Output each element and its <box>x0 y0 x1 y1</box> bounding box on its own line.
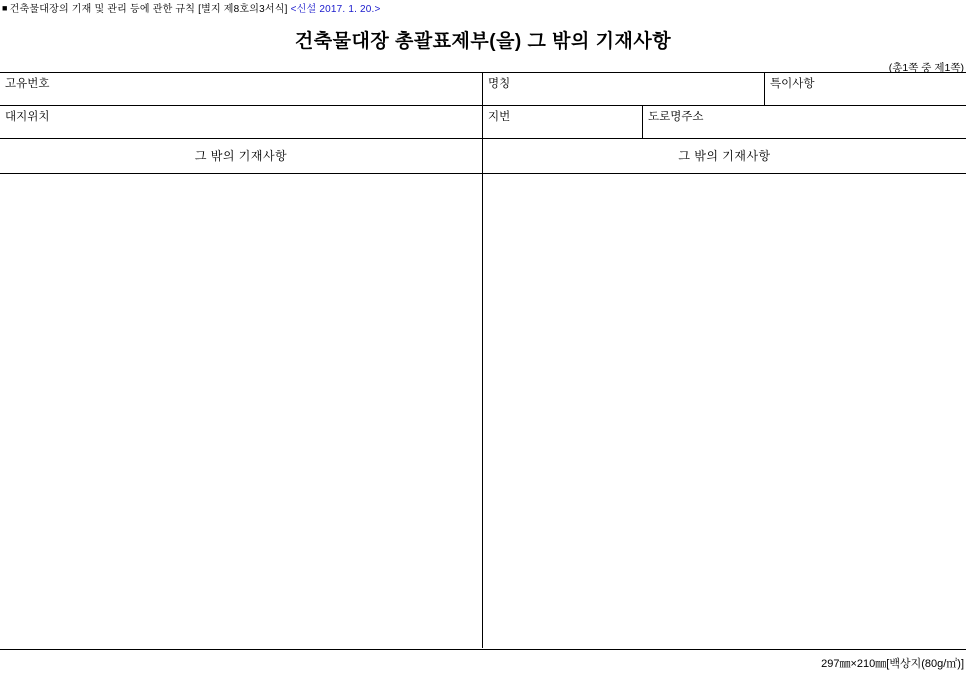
table-row-section-body <box>0 174 966 648</box>
page-title: 건축물대장 총괄표제부(을) 그 밖의 기재사항 <box>294 31 672 52</box>
field-lot-number-label: 지번 <box>488 111 511 123</box>
paper-spec-note: 297㎜×210㎜[백상지(80g/㎡)] <box>821 658 964 670</box>
document-table <box>0 72 966 650</box>
form-reference-text: 건축물대장의 기재 및 관리 등에 관한 규칙 [별지 제8호의3서식] <box>9 4 288 15</box>
field-site-location <box>0 106 483 138</box>
field-building-name <box>483 73 765 105</box>
section-header-right: 그 밖의 기재사항 <box>678 149 771 163</box>
field-unique-number-label: 고유번호 <box>5 78 50 90</box>
field-special-notes <box>765 73 966 105</box>
table-row-identification <box>0 73 966 106</box>
form-reference-line <box>2 2 381 16</box>
table-row-section-headers <box>0 139 966 174</box>
field-road-address-label: 도로명주소 <box>648 111 704 123</box>
form-revision-text: <신설 2017. 1. 20.> <box>290 4 381 15</box>
field-building-name-label: 명칭 <box>488 78 511 90</box>
section-header-left: 그 밖의 기재사항 <box>0 139 483 173</box>
field-lot-number <box>483 106 643 138</box>
section-body-left[interactable] <box>0 174 483 648</box>
bullet-marker-icon: ■ <box>2 3 8 13</box>
table-row-location <box>0 106 966 139</box>
page-count-label: (총1쪽 중 제1쪽) <box>888 62 964 74</box>
section-body-right[interactable] <box>483 174 966 648</box>
field-unique-number <box>0 73 483 105</box>
field-road-address <box>643 106 966 138</box>
field-special-notes-label: 특이사항 <box>770 78 815 90</box>
field-site-location-label: 대지위치 <box>5 111 50 123</box>
